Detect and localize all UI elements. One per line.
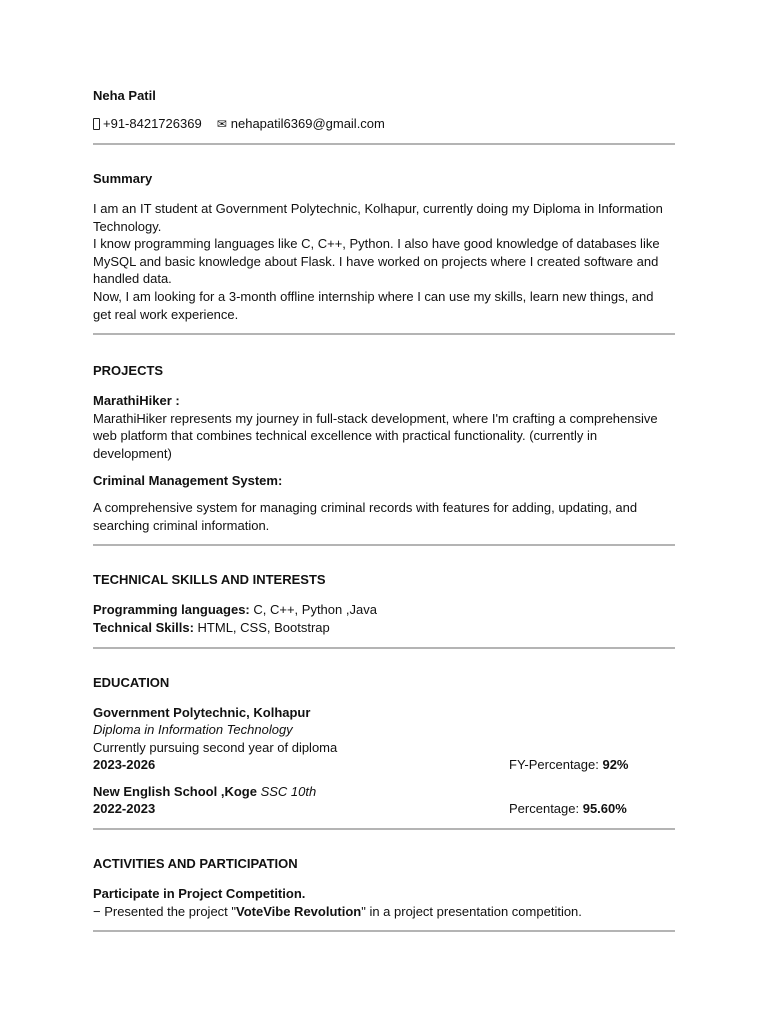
degree-name: Diploma in Information Technology bbox=[93, 722, 293, 738]
activities-section bbox=[93, 830, 675, 930]
activity-suffix: " in a project presentation competition. bbox=[361, 903, 582, 919]
summary-section bbox=[93, 145, 675, 333]
skill-value: C, C++, Python ,Java bbox=[249, 602, 377, 618]
education-row bbox=[93, 756, 675, 774]
institution-name: Government Polytechnic, Kolhapur bbox=[93, 704, 311, 720]
projects-title: PROJECTS bbox=[93, 363, 164, 379]
phone-number: +91-8421726369 bbox=[103, 116, 202, 131]
skill-label: Technical Skills: bbox=[93, 619, 194, 635]
education-note: Currently pursuing second year of diploma bbox=[93, 739, 338, 755]
skills-title: TECHNICAL SKILLS AND INTERESTS bbox=[93, 572, 326, 588]
education-row bbox=[93, 800, 675, 818]
skill-label: Programming languages: bbox=[93, 602, 250, 618]
project-item bbox=[93, 472, 675, 535]
score-label: Percentage: bbox=[509, 801, 583, 817]
education-score bbox=[509, 756, 675, 774]
score-label: FY-Percentage: bbox=[509, 757, 603, 773]
activity-prefix: − Presented the project " bbox=[93, 903, 237, 919]
education-title: EDUCATION bbox=[93, 674, 170, 690]
education-score bbox=[509, 800, 675, 818]
mail-icon: ✉ bbox=[216, 117, 227, 131]
phone-icon bbox=[93, 118, 100, 130]
score-value: 95.60% bbox=[582, 801, 627, 817]
candidate-name: Neha Patil bbox=[93, 88, 156, 103]
education-years: 2023-2026 bbox=[93, 757, 156, 773]
projects-section bbox=[93, 335, 675, 544]
skill-line bbox=[93, 601, 675, 619]
summary-paragraph: Now, I am looking for a 3-month offline internship where I can use my skills, learn new things, and get real work experience. bbox=[93, 288, 654, 322]
degree-name: SSC 10th bbox=[260, 783, 317, 799]
section-divider bbox=[93, 930, 675, 932]
contact-line bbox=[93, 114, 675, 134]
project-name: Criminal Management System: bbox=[93, 472, 283, 488]
score-value: 92% bbox=[602, 757, 629, 773]
project-description: A comprehensive system for managing criminal records with features for adding, updating, and searching criminal information. bbox=[93, 500, 638, 533]
project-name: MarathiHiker : bbox=[93, 393, 180, 409]
resume-content bbox=[93, 86, 675, 932]
project-description: MarathiHiker represents my journey in full-stack development, where I'm crafting a comprehensive web platform that combines technical excellence with practical functionality. (currently in development) bbox=[93, 410, 658, 461]
activity-project-name: VoteVibe Revolution bbox=[236, 903, 362, 919]
summary-paragraph: I know programming languages like C, C++, Python. I also have good knowledge of databases like MySQL and basic knowledge about Flask. I have worked on projects where I created software and handled data. bbox=[93, 236, 660, 287]
summary-title: Summary bbox=[93, 171, 153, 186]
education-section bbox=[93, 649, 675, 829]
institution-line bbox=[93, 783, 675, 801]
education-item bbox=[93, 783, 675, 818]
activities-title: ACTIVITIES AND PARTICIPATION bbox=[93, 856, 298, 872]
contact-email bbox=[217, 114, 385, 134]
education-item bbox=[93, 704, 675, 774]
skill-value: HTML, CSS, Bootstrap bbox=[193, 619, 330, 635]
skill-line bbox=[93, 619, 675, 637]
institution-name: New English School ,Koge bbox=[93, 783, 257, 799]
activity-heading: Participate in Project Competition. bbox=[93, 886, 306, 902]
email-address: nehapatil6369@gmail.com bbox=[230, 116, 385, 131]
skills-section bbox=[93, 546, 675, 646]
activity-line bbox=[93, 903, 675, 921]
project-item bbox=[93, 392, 675, 462]
education-years: 2022-2023 bbox=[93, 801, 156, 817]
summary-paragraph: I am an IT student at Government Polytechnic, Kolhapur, currently doing my Diploma in Information Technology. bbox=[93, 201, 663, 234]
contact-phone bbox=[93, 114, 202, 134]
